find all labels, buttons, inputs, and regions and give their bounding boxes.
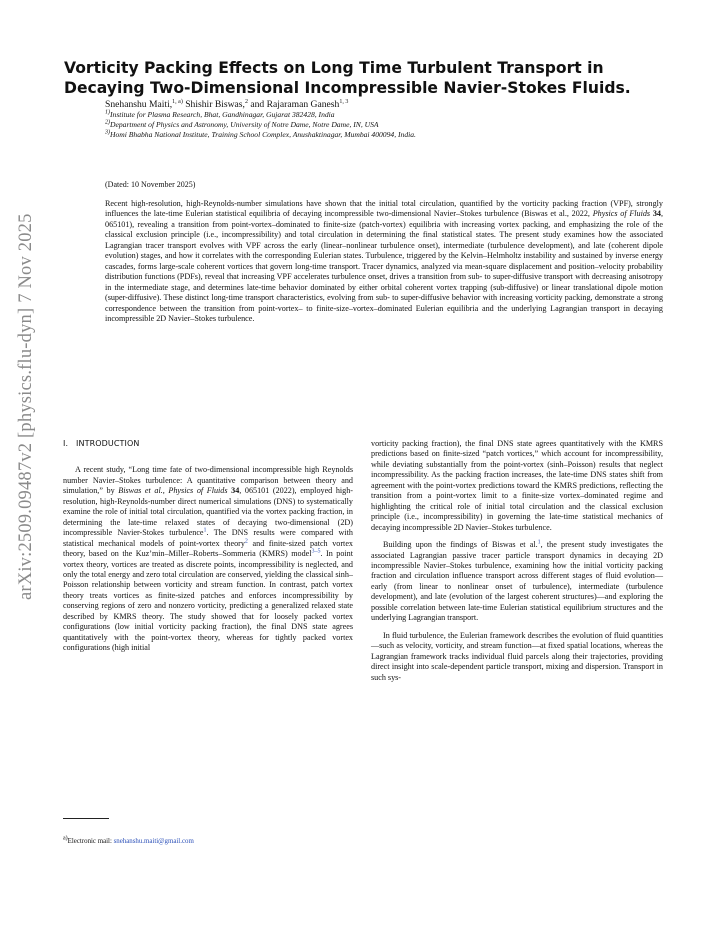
section-title: INTRODUCTION <box>76 439 140 448</box>
body-text: , the present study investigates the associated Lagrangian passive tracer particle transport dynamics in decaying 2D incompressible Navier–Stokes turbulence, examining how the initial vorticity packing fraction and circulation influence transport across different stages of fluid evolution—early (from linear to nonlinear onset of turbulence), intermediate (turbulence development), and late (evolution of the largest coherent structures)—and exploring the possible correlation between late-time Eulerian statistical equilibrium structures and the underlying Lagrangian transport. <box>371 540 663 623</box>
section-heading <box>63 439 353 449</box>
affiliation-number: 2) <box>105 119 110 126</box>
footnote-mark: a) <box>63 835 68 842</box>
body-paragraph: vorticity packing fraction), the final DNS state agrees quantitatively with the KMRS predictions based on finite-sized “patch vortices,” which account for incompressibility, while deviating substantially from the point-vortex (sinh–Poisson) results that neglect incompressibility. As the packing fraction increases, the late-time DNS states shift from agreement with the point-vortex predictions toward the KMRS predictions, reflecting the transition from a point-vortex limit to a finite-size vortex–dominated regime and highlighting the critical role of initial total circulation and the classical exclusion principle (i.e., incompressibility) in governing the late-time statistical mechanics of decaying incompressible 2D Navier–Stokes turbulence. <box>371 439 663 532</box>
citation-text: Biswas et al., Physics of Fluids <box>118 486 228 496</box>
reference-link[interactable]: 2 <box>244 537 248 544</box>
body-paragraph: In fluid turbulence, the Eulerian framework describes the evolution of fluid quantities—such as velocity, vorticity, and stream function—at fixed spatial locations, whereas the Lagrangian framework tracks individual fluid parcels along their trajectories, providing direct insight into scale-dependent particle transport, mixing and dispersion. Transport in such sys- <box>371 630 663 682</box>
author-affiliation-mark: 1, a) <box>172 98 183 105</box>
body-text: and finite-sized patch vortex theory, based on the Kuz’min–Miller–Roberts–Sommeria (KMRS) model <box>63 538 353 559</box>
reference-link[interactable]: 3–5 <box>311 548 321 555</box>
affiliation-item <box>105 120 665 130</box>
affiliation-text: Department of Physics and Astronomy, University of Notre Dame, Notre Dame, IN, USA <box>110 120 379 130</box>
body-text: Building upon the findings of Biswas et al. <box>383 540 538 550</box>
paper-title: Vorticity Packing Effects on Long Time Turbulent Transport in Decaying Two-Dimensional Incompressible Navier-Stokes Fluids. <box>64 59 631 97</box>
author-affiliation-mark: 2 <box>244 98 248 105</box>
affiliation-text: Institute for Plasma Research, Bhat, Gandhinagar, Gujarat 382428, India <box>110 110 335 119</box>
author-list <box>105 99 665 110</box>
body-text: . In point vortex theory, vortices are treated as discrete points, incompressibility is neglected, and only the total energy and zero total circulation are conserved, yielding the classical sinh–Poisson relationship between vorticity and stream function. In contrast, patch vortex theory treats vortices as finite-sized patches and enforces incompressibility by conserving regions of zero and nonzero vorticity, predicting a generalized relaxed state described by KMRS theory. The study showed that for loosely packed vortex configurations (low initial vorticity packing fraction), the final DNS state agrees quantitatively with the point-vortex theory, whereas for tightly packed vortex configurations (high initial <box>63 549 353 653</box>
left-column <box>63 439 353 654</box>
author-affiliation-mark: 1, 3 <box>339 98 349 105</box>
reference-link[interactable]: 1 <box>203 527 207 534</box>
journal-volume: 34 <box>650 209 661 219</box>
affiliation-number: 3) <box>105 129 110 136</box>
date-line: (Dated: 10 November 2025) <box>105 180 196 189</box>
abstract <box>105 199 663 324</box>
affiliation-number: 1) <box>105 109 110 116</box>
affiliation-item <box>105 110 665 120</box>
abstract-text: Recent high-resolution, high-Reynolds-number simulations have shown that the initial total circulation, quantified by the vorticity packing fraction (VPF), strongly influences the late-time Eulerian statistical equilibria of decaying incompressible two-dimensional Navier–Stokes turbulence (Biswas et al., 2022, <box>105 199 663 219</box>
affiliation-item <box>105 130 665 140</box>
body-paragraph <box>371 540 663 624</box>
footnote-divider <box>63 818 109 819</box>
affiliation-text: Homi Bhabha National Institute, Training School Complex, Anushaktinagar, Mumbai 400094, India. <box>110 130 416 140</box>
author-name: Shishir Biswas, <box>182 99 245 110</box>
footnote-label: Electronic mail: <box>67 838 114 845</box>
email-link[interactable]: snehanshu.maiti@gmail.com <box>113 838 194 845</box>
author-name: and Rajaraman Ganesh <box>247 99 340 110</box>
reference-link[interactable]: 1 <box>537 539 541 546</box>
author-name: Snehanshu Maiti, <box>105 99 173 110</box>
journal-volume: 34 <box>227 486 240 496</box>
section-number: I. <box>63 439 69 448</box>
journal-name: Physics of Fluids <box>592 209 651 219</box>
body-text: A recent study, “Long time fate of two-dimensional incompressible high Reynolds number Navier–Stokes turbulence: A quantitative comparison between theory and simulation,” by <box>63 465 353 496</box>
body-text: , 065101 (2022), employed high-resolution, high-Reynolds-number direct numerical simulations (DNS) to systematically examine the role of initial total circulation, quantified via the vortex packing fraction, in determining the late-time relaxed states of decaying two-dimensional (2D) incompressible Navier-Stokes turbulence <box>63 486 353 538</box>
footnote <box>63 835 194 845</box>
abstract-text: , 065101), revealing a transition from point-vortex–dominated to finite-size (patch-vortex) equilibria with increasing vortex packing, and emphasizing the role of the classical exclusion principle (i.e., incompressibility) and total circulation in determining the final statistical states. The present study examines how the associated Lagrangian tracer transport evolves with VPF across the early (linear–nonlinear turbulence onset), intermediate (turbulence development), and late (coherent dipole evolution) stages, and how it correlates with the corresponding Eulerian states. Turbulence, triggered by the Kelvin–Helmholtz instability and sustained by inverse energy cascades, forms large-scale coherent vortices that govern long-time transport. Tracer dynamics, analyzed via mean-square displacement and position–velocity probability distribution functions (PDFs), reveal that increasing VPF accelerates turbulence onset, drives a transition from sub- to super-diffusive transport with decreasing anisotropy in the intermediate stage, and determines late-time behavior dominated by either orbital coherent vortex trapping (sub-diffusive) or linear translational dipole motion (super-diffusive). These distinct long-time transport characteristics, evolving from sub- to super-diffusive behavior with increasing vorticity packing, demonstrate a strong correspondence between the transition from point-vortex– to finite-size–vortex–dominated Eulerian equilibria and the underlying Lagrangian transport in decaying incompressible 2D Navier–Stokes turbulence. <box>105 209 664 323</box>
affiliation-list <box>105 110 665 141</box>
body-text: . The DNS results were compared with statistical mechanical models of point-vortex theory <box>63 528 353 548</box>
right-column <box>371 439 663 683</box>
arxiv-watermark: arXiv:2509.09487v2 [physics.flu-dyn] 7 Nov 2025 <box>16 213 36 600</box>
body-paragraph <box>63 465 353 653</box>
